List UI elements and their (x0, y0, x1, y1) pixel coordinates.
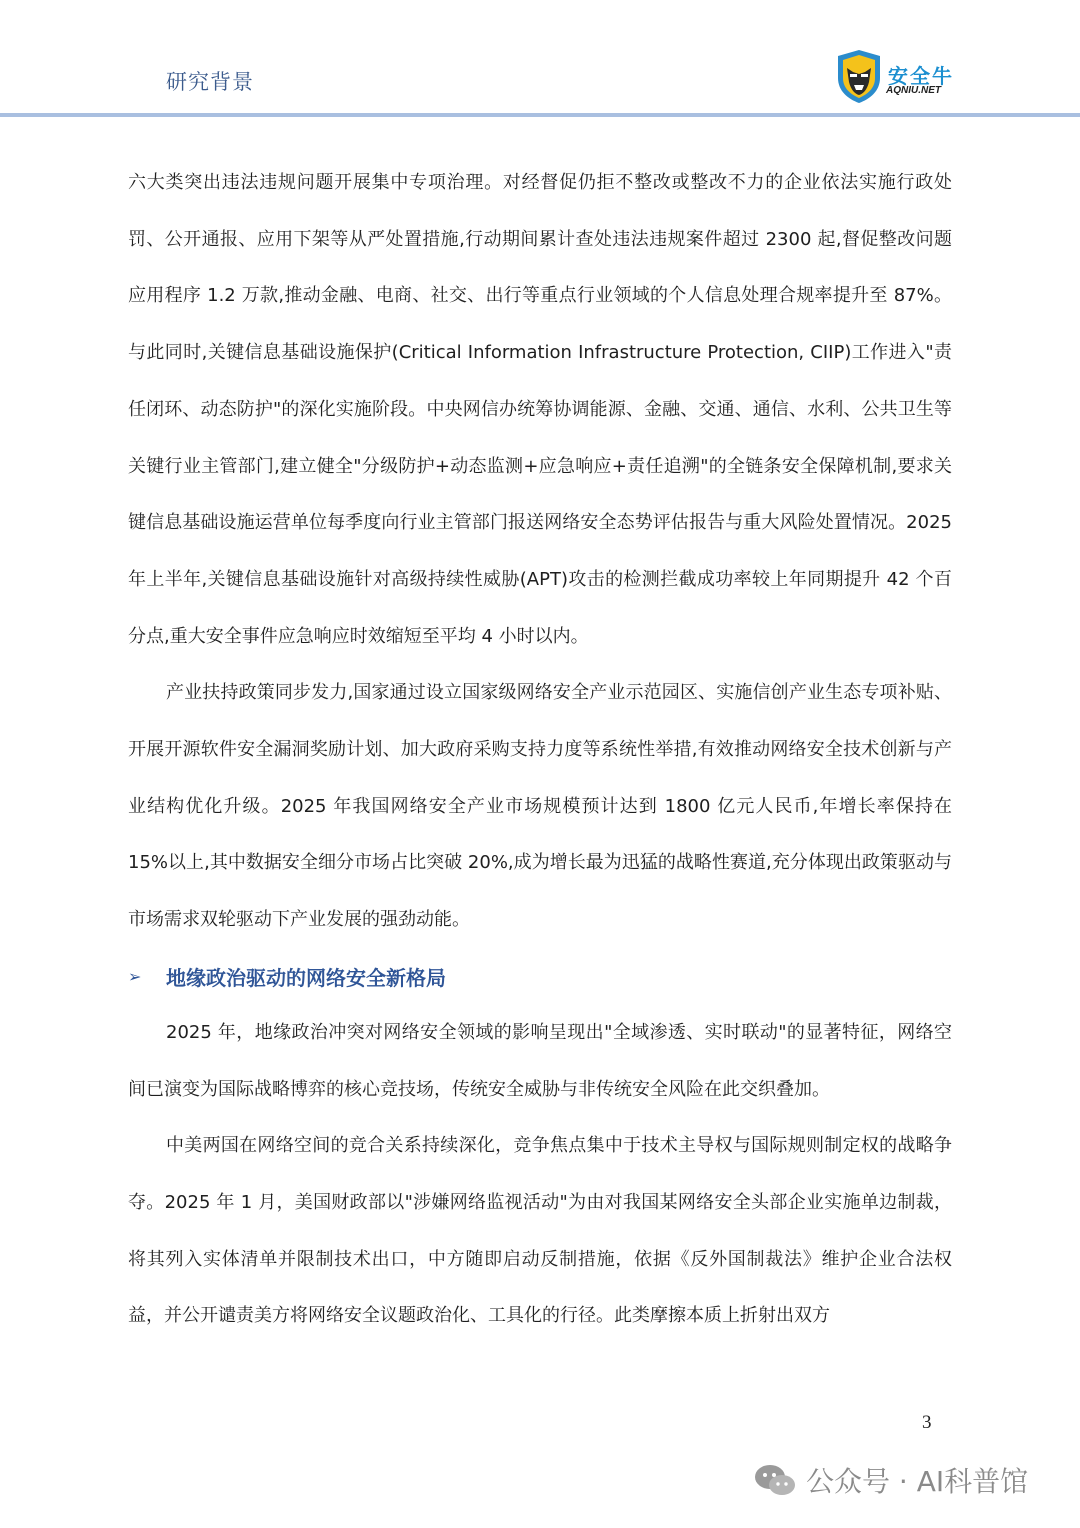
section-title: 地缘政治驱动的网络安全新格局 (166, 966, 446, 991)
page-number: 3 (922, 1412, 932, 1433)
shield-bull-icon (834, 48, 884, 104)
header-divider (0, 113, 1080, 117)
body-paragraph: 中美两国在网络空间的竞合关系持续深化，竞争焦点集中于技术主导权与国际规则制定权的战略争夺。2025 年 1 月，美国财政部以"涉嫌网络监视活动"为由对我国某网络安全头部企业实施单边制裁，将其列入实体清单并限制技术出口，中方随即启动反制措施，依据《反外国制裁法》维护企业合法权益，并公开谴责美方将网络安全议题政治化、工具化的行径。此类摩擦本质上折射出双方 (128, 1135, 952, 1327)
header-title: 研究背景 (166, 70, 254, 94)
watermark (752, 1460, 1028, 1500)
wechat-icon (752, 1460, 798, 1500)
body-paragraph: 2025 年，地缘政治冲突对网络安全领域的影响呈现出"全域渗透、实时联动"的显著特征，网络空间已演变为国际战略博弈的核心竞技场，传统安全威胁与非传统安全风险在此交织叠加。 (128, 1021, 952, 1100)
watermark-text: 公众号 · AI科普馆 (806, 1465, 1029, 1498)
logo-text-cn: 安全牛 (888, 64, 954, 88)
body-paragraph: 产业扶持政策同步发力,国家通过设立国家级网络安全产业示范园区、实施信创产业生态专项补贴、开展开源软件安全漏洞奖励计划、加大政府采购支持力度等系统性举措,有效推动网络安全技术创新与产业结构优化升级。2025 年我国网络安全产业市场规模预计达到 1800 亿元人民币,年增长率保持在 15%以上,其中数据安全细分市场占比突破 20%,成为增长最为迅猛的战略性赛道,充分体现出政策驱动与市场需求双轮驱动下产业发展的强劲动能。 (128, 682, 952, 931)
arrow-bullet-icon: ➢ (128, 967, 142, 987)
section-heading (128, 949, 952, 1005)
document-body (128, 155, 952, 1345)
logo-text-en: AQNIU.NET (886, 85, 941, 96)
body-paragraph: 六大类突出违法违规问题开展集中专项治理。对经督促仍拒不整改或整改不力的企业依法实施行政处罚、公开通报、应用下架等从严处置措施,行动期间累计查处违法违规案件超过 2300 起,督促整改问题应用程序 1.2 万款,推动金融、电商、社交、出行等重点行业领域的个人信息处理合规率提升至 87%。与此同时,关键信息基础设施保护(Critical Information Infrastructure Protection, CIIP)工作进入"责任闭环、动态防护"的深化实施阶段。中央网信办统筹协调能源、金融、交通、通信、水利、公共卫生等关键行业主管部门,建立健全"分级防护+动态监测+应急响应+责任追溯"的全链条安全保障机制,要求关键信息基础设施运营单位每季度向行业主管部门报送网络安全态势评估报告与重大风险处置情况。2025 年上半年,关键信息基础设施针对高级持续性威胁(APT)攻击的检测拦截成功率较上年同期提升 42 个百分点,重大安全事件应急响应时效缩短至平均 4 小时以内。 (128, 172, 952, 647)
brand-logo (834, 48, 964, 106)
page-header (0, 0, 1080, 120)
